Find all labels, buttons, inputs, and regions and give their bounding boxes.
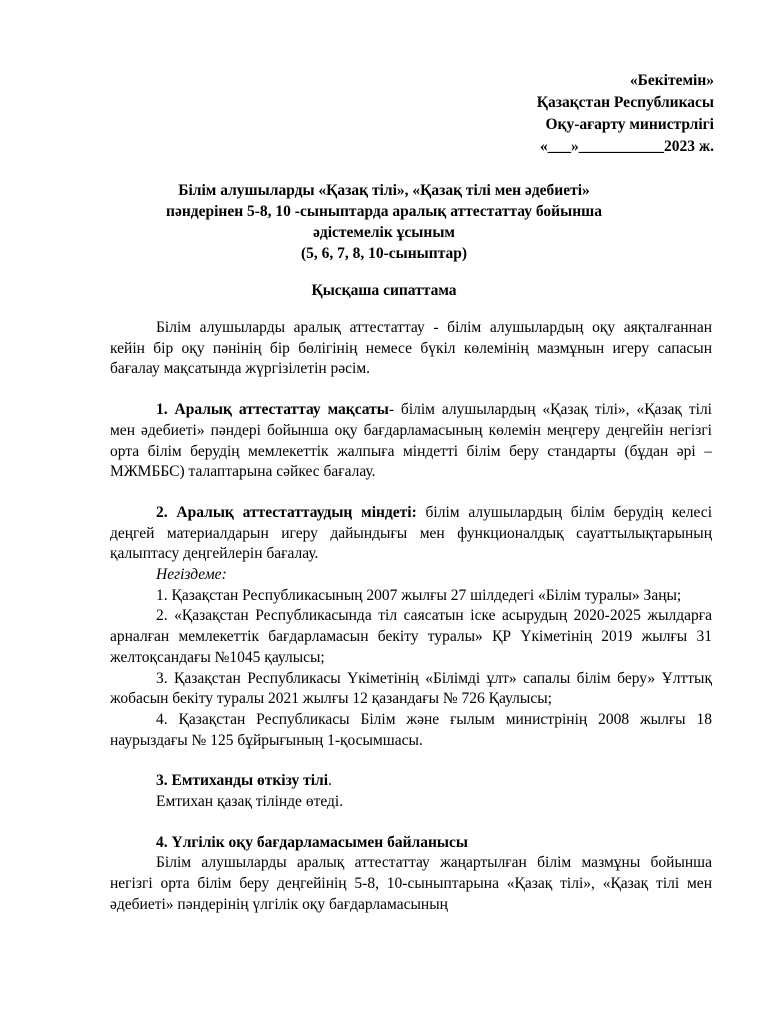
approval-ministry: Оқу-ағарту министрлігі xyxy=(545,116,714,133)
basis-item-3: 3. Қазақстан Республикасы Үкіметінің «Білімді ұлт» сапалы білім беру» Ұлттық жобасын бекіту туралы 2021 жылғы 12 қазандағы № 726 Қаулысы; xyxy=(110,669,712,708)
title-line-1: Білім алушыларды «Қазақ тілі», «Қазақ тілі мен әдебиеті» xyxy=(178,182,590,199)
section-1-paragraph xyxy=(110,400,712,483)
section-3-label-end: . xyxy=(328,772,332,790)
section-2-paragraph xyxy=(110,503,712,565)
document-body xyxy=(110,318,712,916)
section-2-text: білім алушылардың білім берудің келесі деңгей материалдарын игеру дайындығы мен функционалдық сауаттылықтарының қалыптасу деңгейлерін бағалау. xyxy=(110,503,712,563)
approval-date: «___»___________2023 ж. xyxy=(540,138,714,155)
section-3-label: 3. Емтиханды өткізу тілі xyxy=(156,772,329,790)
section-1-text: - білім алушылардың «Қазақ тілі», «Қазақ тілі мен әдебиеті» пәндері бойынша оқу бағдарламасының көлемін меңгеру деңгейін негізгі орта білім берудің мемлекеттік жалпыға міндетті білім беру стандарты (бұдан әрі – МЖМББС) талаптарына сәйкес бағалау. xyxy=(110,401,712,481)
basis-item-4: 4. Қазақстан Республикасы Білім және ғылым министрінің 2008 жылғы 18 наурыздағы № 125 бұйрығының 1-қосымшасы. xyxy=(110,710,712,749)
basis-label: Негіздеме: xyxy=(156,566,227,584)
section-1-label: 1. Аралық аттестаттау мақсаты xyxy=(156,401,389,419)
approval-heading: «Бекітемін» xyxy=(629,72,714,89)
section-4-heading: 4. Үлгілік оқу бағдарламасымен байланысы xyxy=(156,833,468,851)
section-3-heading xyxy=(110,771,712,792)
title-line-3: әдістемелік ұсыным xyxy=(313,224,455,241)
basis-item-2: 2. «Қазақстан Республикасында тіл саясатын іске асырудың 2020-2025 жылдарға арналған мемлекеттік бағдарламасын бекіту туралы» ҚР Үкіметінің 2019 жылғы 31 желтоқсандағы №1045 қаулысы; xyxy=(110,607,712,666)
basis-item-1: 1. Қазақстан Республикасының 2007 жылғы 27 шілдедегі «Білім туралы» Заңы; xyxy=(156,586,682,604)
approval-country: Қазақстан Республикасы xyxy=(536,94,714,111)
summary-heading: Қысқаша сипаттама xyxy=(311,282,457,299)
summary-paragraph: Білім алушыларды аралық аттестаттау - білім алушылардың оқу аяқталғаннан кейін бір оқу пәнінің бір бөлігінің немесе бүкіл көлемінің мазмұнын игеру сапасын бағалау мақсатында жүргізілетін рәсім. xyxy=(110,319,712,378)
title-line-4: (5, 6, 7, 8, 10-сыныптар) xyxy=(300,245,468,262)
document-title xyxy=(0,180,768,264)
section-2-label: 2. Аралық аттестаттаудың міндеті: xyxy=(156,503,417,521)
section-3-text: Емтихан қазақ тілінде өтеді. xyxy=(156,793,344,811)
section-4-text: Білім алушыларды аралық аттестаттау жаңартылған білім мазмұны бойынша негізгі орта білім беру деңгейінің 5-8, 10-сыныптарына «Қазақ тілі», «Қазақ тілі мен әдебиеті» пәндерінің үлгілік оқу бағдарламасының xyxy=(110,854,712,913)
approval-block xyxy=(537,70,714,158)
title-line-2: пәндерінен 5-8, 10 -сыныптарда аралық аттестаттау бойынша xyxy=(166,203,602,220)
